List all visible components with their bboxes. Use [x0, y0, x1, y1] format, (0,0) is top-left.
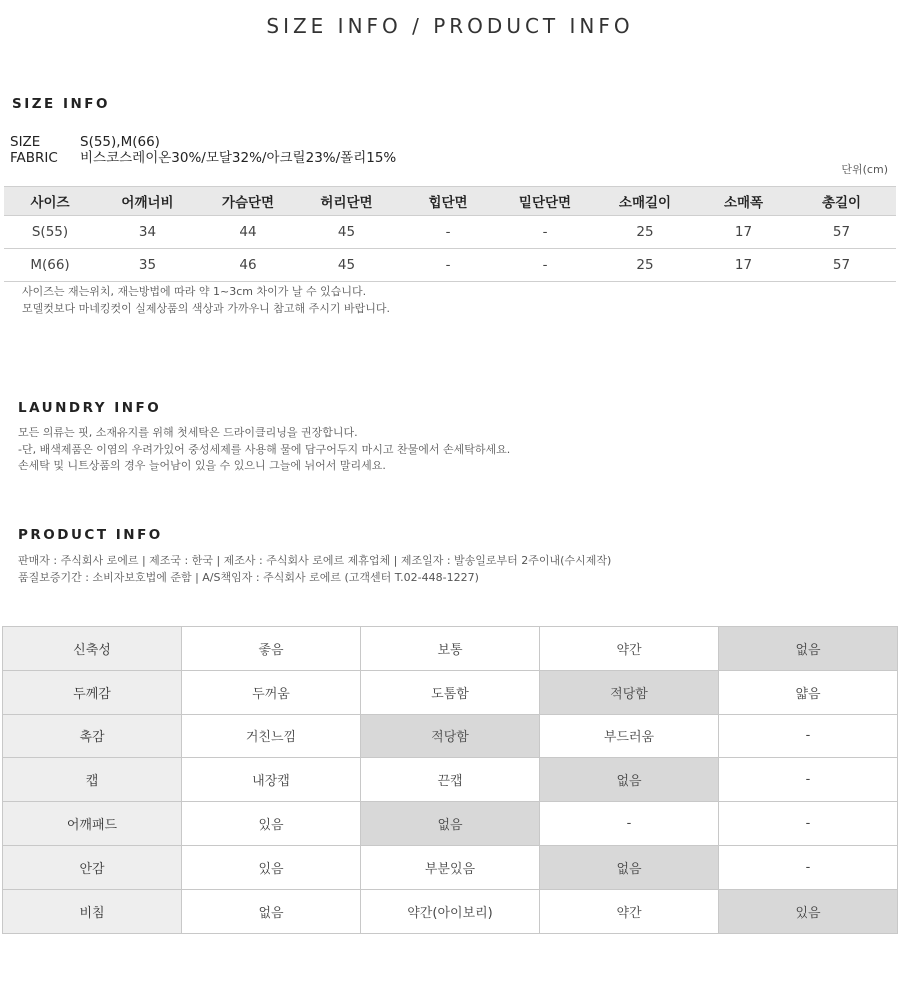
table-cell: 57 [787, 216, 896, 249]
feature-label: 어깨패드 [3, 802, 182, 846]
size-table-header: 소매폭 [700, 187, 787, 216]
feature-table [2, 626, 898, 934]
table-cell: 34 [96, 216, 199, 249]
feature-option: 없음 [540, 758, 719, 802]
table-cell: 17 [700, 249, 787, 282]
feature-option: 내장캡 [182, 758, 361, 802]
feature-option: 없음 [540, 845, 719, 889]
size-table-header: 어깨너비 [96, 187, 199, 216]
laundry-line: -단, 배색제품은 이염의 우려가있어 중성세제를 사용해 물에 담구어두지 마시고 찬물에서 손세탁하세요. [18, 442, 511, 456]
feature-option: 부분있음 [361, 845, 540, 889]
feature-option: - [719, 758, 898, 802]
feature-label: 두께감 [3, 670, 182, 714]
feature-option: 거친느낌 [182, 714, 361, 758]
table-row [4, 216, 896, 249]
feature-option: 있음 [182, 845, 361, 889]
laundry-line: 모든 의류는 핏, 소재유지를 위해 첫세탁은 드라이클리닝을 권장합니다. [18, 426, 358, 439]
laundry-line: 손세탁 및 니트상품의 경우 늘어남이 있을 수 있으니 그늘에 뉘어서 말리세요. [18, 459, 386, 472]
laundry-notes [18, 425, 510, 475]
table-cell: - [500, 249, 590, 282]
feature-label: 비침 [3, 889, 182, 933]
feature-option: 두꺼움 [182, 670, 361, 714]
fabric-value: 비스코스레이온30%/모달32%/아크릴23%/폴리15% [80, 150, 397, 166]
product-line: 품질보증기간 : 소비자보호법에 준함 | A/S책임자 : 주식회사 로에르 (고객센터 T.02-448-1227) [18, 570, 479, 584]
feature-option: 없음 [719, 627, 898, 671]
table-cell: 25 [590, 216, 700, 249]
size-table-header: 사이즈 [4, 187, 96, 216]
feature-option: 끈캡 [361, 758, 540, 802]
fabric-row [10, 150, 396, 166]
size-table-header: 힙단면 [396, 187, 500, 216]
table-cell: M(66) [4, 249, 96, 282]
feature-label: 촉감 [3, 714, 182, 758]
feature-option: 적당함 [361, 714, 540, 758]
feature-row [3, 845, 898, 889]
size-note-line: 모델컷보다 마네킹컷이 실제상품의 색상과 가까우니 참고해 주시기 바랍니다. [22, 301, 391, 315]
table-cell: 44 [199, 216, 297, 249]
size-label: SIZE [10, 134, 41, 150]
feature-option: 약간 [540, 889, 719, 933]
size-table [4, 186, 896, 282]
unit-note: 단위(cm) [841, 163, 888, 176]
table-row [4, 249, 896, 282]
feature-row [3, 889, 898, 933]
product-info-heading: PRODUCT INFO [18, 527, 163, 543]
feature-option: 약간 [540, 627, 719, 671]
size-table-header: 밑단단면 [500, 187, 590, 216]
feature-option: 도톰함 [361, 670, 540, 714]
size-fabric-block [10, 134, 396, 166]
feature-row [3, 802, 898, 846]
table-cell: 25 [590, 249, 700, 282]
feature-option: 없음 [361, 802, 540, 846]
table-cell: - [500, 216, 590, 249]
size-info-heading: SIZE INFO [12, 96, 110, 112]
feature-option: 적당함 [540, 670, 719, 714]
table-cell: - [396, 216, 500, 249]
feature-option: - [719, 802, 898, 846]
product-notes [18, 553, 611, 586]
feature-option: 보통 [361, 627, 540, 671]
feature-option: 있음 [719, 889, 898, 933]
feature-row [3, 758, 898, 802]
table-cell: S(55) [4, 216, 96, 249]
table-cell: 57 [787, 249, 896, 282]
feature-option: 부드러움 [540, 714, 719, 758]
table-cell: 46 [199, 249, 297, 282]
table-cell: 17 [700, 216, 787, 249]
feature-label: 신축성 [3, 627, 182, 671]
table-cell: 45 [297, 216, 396, 249]
size-table-header-row [4, 187, 896, 216]
size-table-header: 허리단면 [297, 187, 396, 216]
product-line: 판매자 : 주식회사 로에르 | 제조국 : 한국 | 제조사 : 주식회사 로에르 제휴업체 | 제조일자 : 발송일로부터 2주이내(수시제작) [18, 554, 612, 567]
size-table-header: 가슴단면 [199, 187, 297, 216]
feature-option: 약간(아이보리) [361, 889, 540, 933]
fabric-label: FABRIC [10, 150, 58, 166]
feature-row [3, 627, 898, 671]
feature-label: 캡 [3, 758, 182, 802]
table-cell: - [396, 249, 500, 282]
laundry-info-heading: LAUNDRY INFO [18, 400, 162, 416]
feature-option: - [719, 845, 898, 889]
page-title: SIZE INFO / PRODUCT INFO [266, 14, 634, 38]
feature-row [3, 670, 898, 714]
feature-option: 얇음 [719, 670, 898, 714]
size-notes [22, 284, 390, 317]
feature-option: - [719, 714, 898, 758]
feature-option: - [540, 802, 719, 846]
feature-option: 좋음 [182, 627, 361, 671]
feature-label: 안감 [3, 845, 182, 889]
size-table-header: 총길이 [787, 187, 896, 216]
size-value: S(55),M(66) [80, 134, 160, 150]
table-cell: 45 [297, 249, 396, 282]
size-note-line: 사이즈는 재는위치, 재는방법에 따라 약 1~3cm 차이가 날 수 있습니다. [22, 285, 367, 298]
feature-option: 있음 [182, 802, 361, 846]
table-cell: 35 [96, 249, 199, 282]
feature-row [3, 714, 898, 758]
size-row [10, 134, 396, 150]
size-table-header: 소매길이 [590, 187, 700, 216]
feature-option: 없음 [182, 889, 361, 933]
